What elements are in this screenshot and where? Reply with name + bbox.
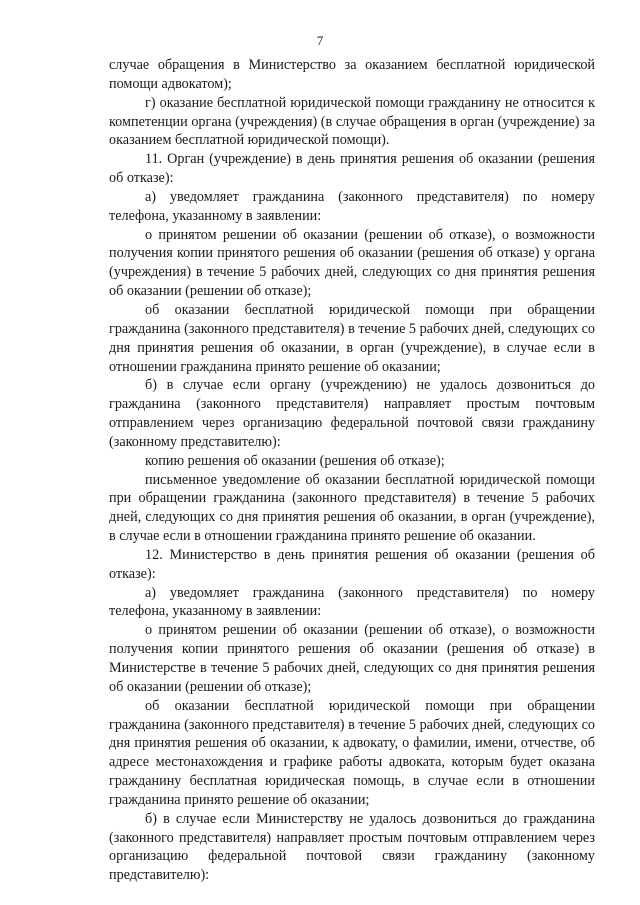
paragraph-12-b: б) в случае если Министерству не удалось дозвониться до гражданина (законного представителя) направляет простым почтовым отправлением через организацию федеральной почтовой связи гражданину (законному представителю): xyxy=(109,810,595,884)
paragraph-continuation: случае обращения в Министерство за оказанием бесплатной юридической помощи адвокатом); xyxy=(109,57,595,92)
paragraph-11-b-copy: копию решения об оказании (решения об отказе); xyxy=(145,452,445,469)
document-body xyxy=(109,56,595,885)
paragraph-11-b-notice: письменное уведомление об оказании бесплатной юридической помощи при обращении гражданина (законного представителя) в течение 5 рабочих дней, следующих со дня принятия решения об оказании, в орган (учреждение), в случае если в отношении гражданина принято решение об оказании. xyxy=(109,471,595,545)
paragraph-clause-12: 12. Министерство в день принятия решения об оказании (решения об отказе): xyxy=(109,546,595,582)
paragraph-11-a-assistance: об оказании бесплатной юридической помощи при обращении гражданина (законного представителя) в течение 5 рабочих дней, следующих со дня принятия решения об оказании, в орган (учреждение), в случае если в отношении гражданина принято решение об оказании; xyxy=(109,301,596,375)
paragraph-clause-11: 11. Орган (учреждение) в день принятия решения об оказании (решения об отказе): xyxy=(109,151,595,187)
paragraph-12-a: а) уведомляет гражданина (законного представителя) по номеру телефона, указанному в заявлении: xyxy=(109,584,595,620)
paragraph-item-g: г) оказание бесплатной юридической помощи гражданину не относится к компетенции органа (учреждения) (в случае обращения в орган (учреждение) за оказанием бесплатной юридической помощи). xyxy=(109,94,595,149)
page-number: 7 xyxy=(316,33,324,48)
paragraph-11-b: б) в случае если органу (учреждению) не удалось дозвониться до гражданина (законного представителя) направляет простым почтовым отправлением через организацию федеральной почтовой связи гражданину (законному представителю): xyxy=(109,377,595,450)
paragraph-12-a-decision: о принятом решении об оказании (решении об отказе), о возможности получения копии принятого решения об оказании (решения об отказе) в Министерстве в течение 5 рабочих дней, следующих со дня принятия решения об оказании (решении об отказе); xyxy=(109,622,595,695)
paragraph-11-a: а) уведомляет гражданина (законного представителя) по номеру телефона, указанному в заявлении: xyxy=(109,188,595,224)
paragraph-11-a-decision: о принятом решении об оказании (решении об отказе), о возможности получения копии принятого решения об оказании (решения об отказе) у органа (учреждения) в течение 5 рабочих дней, следующих со дня принятия решения об оказании (решении об отказе); xyxy=(109,226,595,300)
paragraph-12-a-assistance: об оказании бесплатной юридической помощи при обращении гражданина (законного представителя) в течение 5 рабочих дней, следующих со дня принятия решения об оказании, к адвокату, о фамилии, имени, отчестве, об адресе местонахождения и графике работы адвоката, которым будет оказана гражданину бесплатная юридическая помощь, в случае если в отношении гражданина принято решение об оказании; xyxy=(109,697,596,808)
